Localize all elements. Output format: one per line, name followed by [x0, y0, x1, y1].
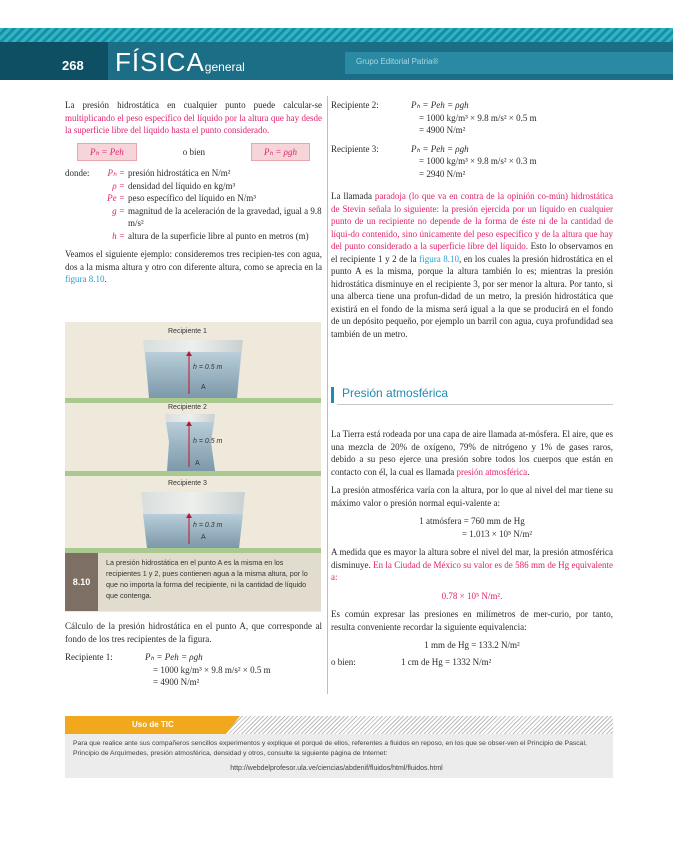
publisher: Grupo Editorial Patria®: [356, 57, 439, 66]
eq-atm-1: 1 atmósfera = 760 mm de Hg: [419, 516, 525, 526]
column-divider: [327, 96, 328, 694]
def-text: presión hidrostática en N/m²: [128, 168, 231, 178]
rec1-step: = 1000 kg/m³ × 9.8 m/s² × 0.5 m: [153, 664, 271, 675]
def-text: densidad del líquido en kg/m³: [128, 180, 236, 191]
calc-intro: Cálculo de la presión hidrostática en el punto A, que corresponde al fondo de los tres recipientes de la figura.: [65, 621, 322, 644]
def-symbol: Pe =: [107, 193, 125, 203]
right-column: [331, 99, 613, 346]
def-symbol: h =: [112, 230, 125, 241]
figure-number: 8.10: [65, 553, 98, 611]
rec1-formula: Pₕ = Peh = ρgh: [145, 652, 203, 662]
figure-link[interactable]: figura 8.10: [65, 274, 105, 284]
rec2-formula: Pₕ = Peh = ρgh: [411, 100, 469, 110]
def-text: altura de la superficie libre al punto en metros (m): [128, 230, 309, 241]
or-text: o bien: [182, 146, 205, 157]
rec3-result: = 2940 N/m²: [419, 168, 466, 179]
def-symbol: ρ =: [112, 180, 125, 191]
rec2-label: Recipiente 2:: [331, 100, 379, 110]
calc-block: [65, 620, 322, 689]
rec1-label: Recipiente 1:: [65, 652, 113, 662]
atmosphere-block: [331, 428, 613, 668]
def-text: magnitud de la aceleración de la gravedad, igual a 9.8 m/s²: [128, 205, 322, 228]
rec1-calc: [65, 651, 322, 689]
point-a-label-3: A: [201, 534, 206, 541]
left-column: [65, 99, 322, 292]
paradox-paragraph: La llamada paradoja (lo que va en contra de la opinión co-mún) hidrostática de Stevin señala lo siguiente: la presión ejercida por un líquido en cualquier punto de un recipiente no depende de la forma de éste ni de la cantidad de líqui-do contenido, sino únicamente del peso específico y de la altura que hay del punto considerado a la superficie libre del líquido. Esto lo observamos en el recipiente 1 y 2 de la figura 8.10, en los cuales la presión hidrostática en el punto A es la misma, porque la altura también lo es; mientras la presión hidrostática disminuye en el recipiente 3, por ser menor la altura. Por tanto, si una alberca tiene una profun-didad de un metro, la presión hidrostática que existirá en el fondo de la misma será igual a la que se producirá en el fondo de un depósito pequeño, por ejemplo un barril con agua, cuya profundidad sea también de un metro.: [331, 191, 613, 339]
figure-caption: La presión hidrostática en el punto A es la misma en los recipientes 1 y 2, pues contienen agua a la misma altura, por lo que no importa la forma del recipiente, ni la cantidad de líquido que contenga.: [106, 558, 308, 600]
def-symbol: Pₕ =: [107, 168, 125, 178]
definition-row: [65, 205, 322, 230]
atm-paragraph-4: Es común expresar las presiones en milímetros de mer-curio, por tanto, resulta conveniente recordar la siguiente equivalencia:: [331, 609, 613, 632]
atm-paragraph-2: La presión atmosférica varía con la altura, por lo que al nivel del mar tiene su máximo valor o presión normal equi-valente a:: [331, 485, 613, 508]
eq-mexico: 0.78 × 10⁵ N/m².: [441, 590, 503, 601]
container-label-2: Recipiente 2: [168, 404, 207, 411]
intro-paragraph: La presión hidrostática en cualquier punto puede calcular-se multiplicando el peso específico del líquido por la altura que hay desde la superficie libre del líquido hasta el punto considerado.: [65, 100, 322, 135]
shelf-2: [65, 471, 321, 476]
footer-label: Uso de TIC: [132, 720, 174, 729]
rec3-formula: Pₕ = Peh = ρgh: [411, 143, 469, 154]
rec2-calc: [331, 99, 613, 137]
rec3-step: = 1000 kg/m³ × 9.8 m/s² × 0.3 m: [419, 156, 537, 166]
rec3-calc: [331, 143, 613, 181]
eq-hg-2: 1 cm de Hg = 1332 N/m²: [401, 656, 492, 667]
eq-atm-2: = 1.013 × 10⁵ N/m²: [461, 528, 533, 539]
formula-box-2: Pₕ = ρgh: [251, 143, 310, 162]
rec2-step: = 1000 kg/m³ × 9.8 m/s² × 0.5 m: [419, 112, 537, 123]
formula-box-1: Pₕ = Peh: [77, 143, 137, 162]
section-underline: [337, 404, 613, 405]
height-label-2: h = 0.5 m: [193, 438, 223, 445]
section-title: Presión atmosférica: [342, 386, 449, 400]
book-title: FÍSICAgeneral: [115, 47, 245, 77]
container-label-3: Recipiente 3: [168, 480, 207, 487]
container-label-1: Recipiente 1: [168, 328, 207, 335]
atm-paragraph-3: A medida que es mayor la altura sobre el nivel del mar, la presión atmosférica disminuye. En la Ciudad de México su valor es de 586 mm de Hg equivalente a:: [331, 547, 613, 582]
footer-text: Para que realice ante sus compañeros sencillos experimentos y explique el porqué de ellos, referentes a fluidos en reposo, en los que se obser-ven el Principio de Pascal, Principio de Arquímedes, presión atmosférica, densidad y otros, consulte la siguiente página de Internet:: [73, 740, 587, 757]
definition-row: [65, 180, 322, 193]
header-stripe: [0, 28, 673, 42]
shelf-1: [65, 398, 321, 403]
rec2-result: = 4900 N/m²: [419, 125, 466, 135]
definition-row: [65, 192, 322, 205]
page-number: 268: [62, 58, 84, 73]
atm-paragraph-1: La Tierra está rodeada por una capa de aire llamada at-mósfera. El aire, que es una mezcla de 20% de oxígeno, 79% de nitrógeno y 1% de gases raros, debido a su peso ejerce una presión sobre todos los cuerpos que están en contacto con él, la cual es llamada presión atmosférica.: [331, 429, 613, 477]
definition-row: [65, 230, 322, 243]
height-label-3: h = 0.3 m: [193, 522, 223, 529]
figure-link-2[interactable]: figura 8.10: [419, 253, 459, 264]
book-subtitle: general: [204, 60, 245, 74]
header-page-box: [0, 42, 108, 80]
eq-hg-1: 1 mm de Hg = 133.2 N/m²: [424, 640, 520, 650]
container-3: [141, 492, 245, 548]
section-bar: [331, 387, 334, 403]
example-paragraph: Veamos el siguiente ejemplo: consideremos tres recipien-tes con agua, dos a la misma altura y otro con diferente altura, como se aprecia en la figura 8.10.: [65, 249, 322, 284]
rec1-result: = 4900 N/m²: [153, 677, 200, 687]
def-symbol: g =: [112, 205, 125, 216]
formula-row: [77, 143, 310, 162]
footer-url[interactable]: http://webdelprofesor.ula.ve/ciencias/abdenif/fluidos/html/fluidos.html: [230, 765, 443, 772]
definition-row: donde: Pₕ = presión hidrostática en N/m²: [65, 167, 322, 180]
point-a-label-2: A: [195, 460, 200, 467]
eq-hg-2-row: [331, 656, 613, 669]
def-text: peso específico del líquido en N/m³: [128, 193, 256, 203]
point-a-label-1: A: [201, 384, 206, 391]
or-label: o bien:: [331, 656, 356, 667]
rec3-label: Recipiente 3:: [331, 143, 379, 154]
height-label-1: h = 0.5 m: [193, 364, 223, 371]
definitions-list: [65, 167, 322, 242]
